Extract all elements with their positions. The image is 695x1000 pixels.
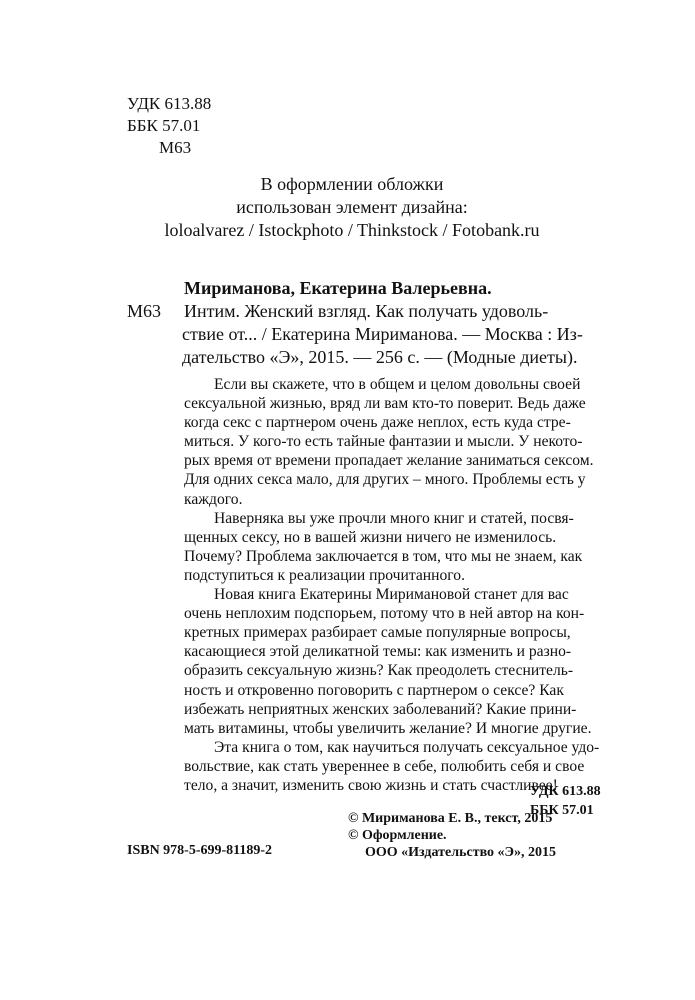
bbk-code: ББК 57.01 <box>530 803 594 818</box>
text-line: касающиеся этой деликатной темы: как изменить и разно- <box>184 643 572 661</box>
text-line: Для одних секса мало, для других – много. Проблемы есть у <box>184 471 586 489</box>
text-line: сексуальной жизнью, вряд ли вам кто-то поверит. Ведь даже <box>184 395 586 413</box>
text-line: Новая книга Екатерины Миримановой станет для вас <box>214 586 569 604</box>
copyright-block <box>348 810 556 861</box>
text-line: когда секс с партнером очень даже неплох, есть куда стре- <box>184 414 571 432</box>
cover-note-credits: loloalvarez / Istockphoto / Thinkstock / Fotobank.ru <box>164 220 540 240</box>
annotation-paragraph <box>184 585 592 738</box>
text-line: рых время от времени пропадает желание заниматься сексом. <box>184 452 594 470</box>
copyright-line: © Мириманова Е. В., текст, 2015 <box>348 811 553 826</box>
text-line: Эта книга о том, как научиться получать сексуальное удо- <box>214 738 600 756</box>
text-line: тело, а значит, изменить свою жизнь и стать счастливее! <box>184 776 558 794</box>
classification-top <box>127 93 211 159</box>
isbn: ISBN 978-5-699-81189-2 <box>127 843 273 858</box>
bib-line: Интим. Женский взгляд. Как получать удоволь- <box>184 301 549 321</box>
bib-line: дательство «Э», 2015. — 256 с. — (Модные диеты). <box>182 347 578 367</box>
copyright-line: ООО «Издательство «Э», 2015 <box>365 845 557 860</box>
copyright-line: © Оформление. <box>348 828 447 843</box>
cover-note-line: использован элемент дизайна: <box>236 197 468 217</box>
text-line: кретных примерах разбирает самые популярные вопросы, <box>184 624 571 642</box>
udk-code: УДК 613.88 <box>530 784 601 799</box>
text-line: подступиться к реализации прочитанного. <box>184 566 465 584</box>
annotation-paragraph <box>184 738 600 795</box>
annotation <box>184 375 600 795</box>
bib-line: ствие от... / Екатерина Мириманова. — Москва : Из- <box>182 324 583 344</box>
text-line: Почему? Проблема заключается в том, что мы не знаем, как <box>184 547 583 565</box>
bibliographic-description <box>184 300 584 369</box>
text-line: избежать неприятных женских заболеваний? Какие прини- <box>184 700 577 718</box>
text-line: Наверняка вы уже прочли много книг и статей, посвя- <box>214 509 574 527</box>
text-line: образить сексуальную жизнь? Как преодолеть стеснитель- <box>184 662 574 680</box>
text-line: ность и откровенно поговорить с партнером о сексе? Как <box>184 681 564 699</box>
text-line: мать витамины, чтобы увеличить желание? И многие другие. <box>184 719 592 737</box>
author-heading: Мириманова, Екатерина Валерьевна. <box>184 278 492 298</box>
bbk-code: ББК 57.01 <box>127 116 201 135</box>
bib-author-mark: М63 <box>127 301 162 321</box>
udk-code: УДК 613.88 <box>127 94 212 113</box>
annotation-paragraph <box>184 375 594 509</box>
text-line: вольствие, как стать увереннее в себе, полюбить себя и свое <box>184 757 585 775</box>
text-line: Если вы скажете, что в общем и целом довольны своей <box>214 376 581 393</box>
cover-design-note <box>127 173 577 242</box>
cover-note-line: В оформлении обложки <box>260 174 444 194</box>
text-line: щенных сексу, но в вашей жизни ничего не изменилось. <box>184 528 557 546</box>
text-line: очень неплохим подспорьем, потому что в ней автор на кон- <box>184 605 585 623</box>
text-line: миться. У кого-то есть тайные фантазии и мысли. У некото- <box>184 433 583 451</box>
annotation-paragraph <box>184 509 584 585</box>
author-mark: М63 <box>159 138 192 157</box>
text-line: каждого. <box>184 490 243 508</box>
